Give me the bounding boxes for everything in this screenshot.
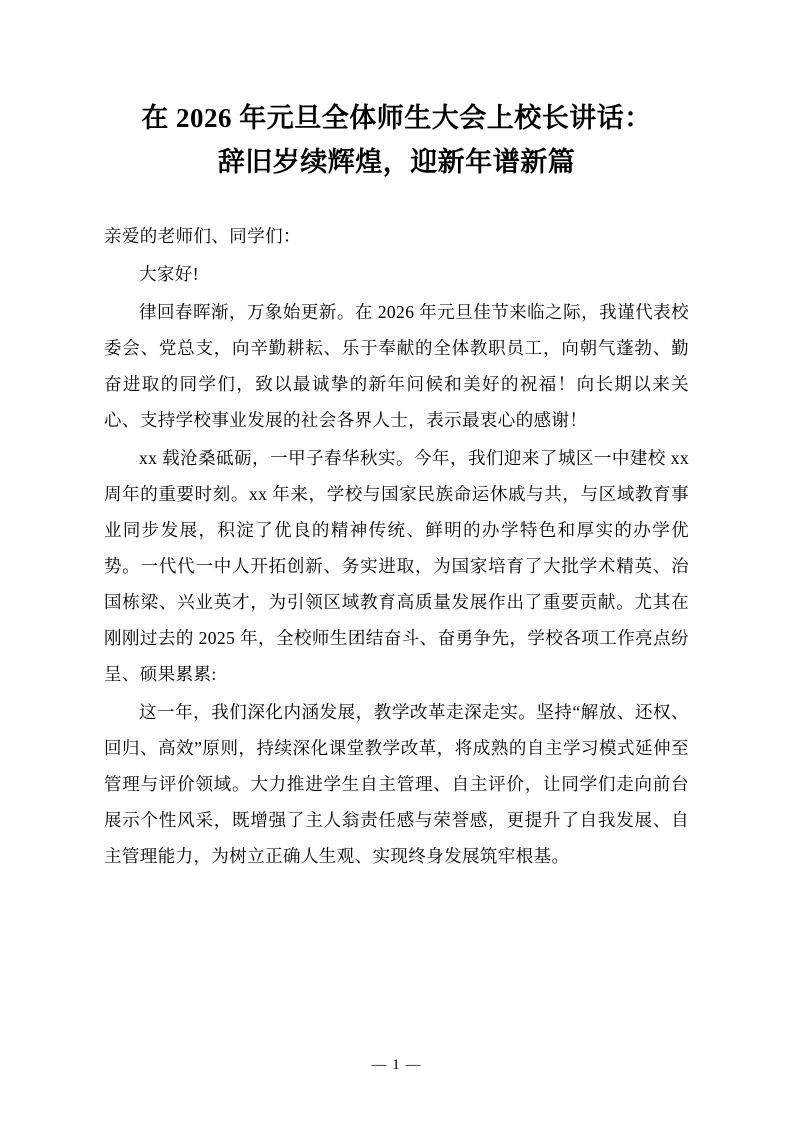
paragraph-salutation: 亲爱的老师们、同学们：: [104, 226, 301, 246]
document-body: [104, 218, 689, 874]
title-line-2: 辞旧岁续辉煌，迎新年谱新篇: [217, 147, 576, 177]
page-title: [104, 96, 689, 184]
paragraph-greeting: 大家好!: [139, 264, 199, 284]
page-number: — 1 —: [371, 1057, 422, 1073]
paragraph-new-year-wishes: 律回春晖渐，万象始更新。在 2026 年元旦佳节来临之际，我谨代表校委会、党总支，向辛勤耕耘、乐于奉献的全体教职员工，向朝气蓬勃、勤奋进取的同学们，致以最诚挚的新年问候和美好的祝福！向长期以来关心、支持学校事业发展的社会各界人士，表示最衷心的感谢！: [104, 302, 689, 430]
title-line-1: 在 2026 年元旦全体师生大会上校长讲话：: [141, 103, 652, 133]
paragraph-teaching-reform: 这一年，我们深化内涵发展，教学改革走深走实。坚持“解放、还权、回归、高效”原则，持续深化课堂教学改革，将成熟的自主学习模式延伸至管理与评价领域。大力推进学生自主管理、自主评价，让同学们走向前台展示个性风采，既增强了主人翁责任感与荣誉感，更提升了自我发展、自主管理能力，为树立正确人生观、实现终身发展筑牢根基。: [104, 702, 689, 866]
paragraph-school-anniversary: xx 载沧桑砥砺，一甲子春华秋实。今年，我们迎来了城区一中建校 xx 周年的重要时刻。xx 年来，学校与国家民族命运休戚与共，与区域教育事业同步发展，积淀了优良的精神传统、鲜明的办学特色和厚实的办学优势。一代代一中人开拓创新、务实进取，为国家培育了大批学术精英、治国栋梁、兴业英才，为引领区域教育高质量发展作出了重要贡献。尤其在刚刚过去的 2025 年，全校师生团结奋斗、奋勇争先，学校各项工作亮点纷呈、硕果累累:: [104, 448, 689, 684]
